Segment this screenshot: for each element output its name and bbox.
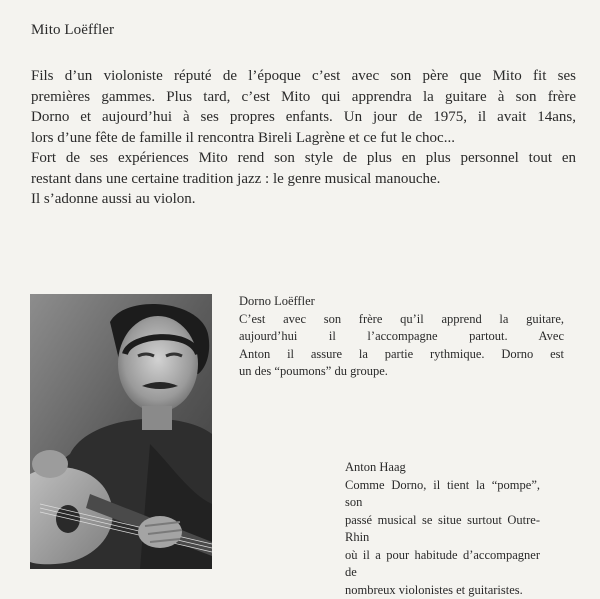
- caption-name: Dorno Loëffler: [239, 293, 564, 311]
- page-title: Mito Loëffler: [31, 22, 114, 39]
- caption-line: passé musical se situe surtout Outre-Rhin: [345, 512, 540, 547]
- caption-line: Comme Dorno, il tient la “pompe”, son: [345, 477, 540, 512]
- anton-caption: [345, 459, 540, 599]
- bio-line: Fort de ses expériences Mito rend son style de plus en plus personnel tout en: [31, 148, 576, 169]
- caption-line: Anton il assure la partie rythmique. Dorno est: [239, 346, 564, 364]
- caption-line: nombreux violonistes et guitaristes.: [345, 582, 540, 599]
- caption-name: Anton Haag: [345, 459, 540, 477]
- bio-line: restant dans une certaine tradition jazz : le genre musical manouche.: [31, 169, 576, 190]
- caption-line: où il a pour habitude d’accompagner de: [345, 547, 540, 582]
- caption-line: un des “poumons” du groupe.: [239, 363, 564, 381]
- bio-line: premières gammes. Plus tard, c’est Mito qui apprendra la guitare à son frère: [31, 87, 576, 108]
- guitarist-photo: [30, 294, 212, 569]
- dorno-caption: [239, 293, 564, 381]
- bio-line: Il s’adonne aussi au violon.: [31, 189, 576, 210]
- bio-line: Fils d’un violoniste réputé de l’époque c’est avec son père que Mito fit ses: [31, 66, 576, 87]
- caption-line: C’est avec son frère qu’il apprend la guitare,: [239, 311, 564, 329]
- caption-line: aujourd’hui il l’accompagne partout. Avec: [239, 328, 564, 346]
- bio-line: lors d’une fête de famille il rencontra Bireli Lagrène et ce fut le choc...: [31, 128, 576, 149]
- biography-paragraph: [31, 66, 576, 210]
- bio-line: Dorno et aujourd’hui à ses propres enfants. Un jour de 1975, il avait 14ans,: [31, 107, 576, 128]
